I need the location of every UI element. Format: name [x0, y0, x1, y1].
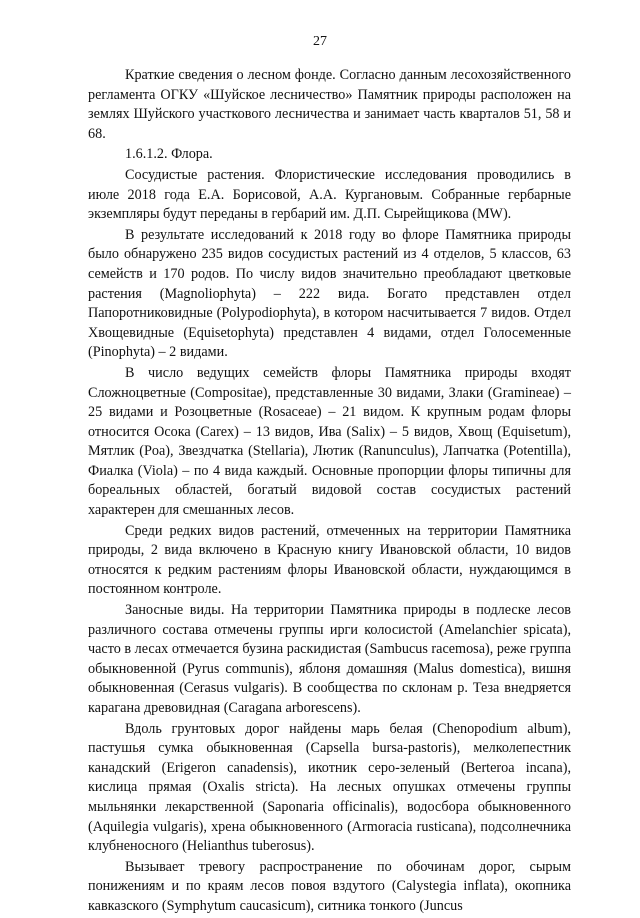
- paragraph-vascular-plants: Сосудистые растения. Флористические исследования проводились в июле 2018 года Е.А. Борисовой, А.А. Кургановым. Собранные гербарные экземпляры будут переданы в гербарий им. Д.П. Сырейщикова (MW).: [88, 166, 571, 223]
- paragraph-invasive-concern: Вызывает тревогу распространение по обочинам дорог, сырым понижениям и по краям лесов повоя вздутого (Calystegia inflata), окопника кавказского (Symphytum caucasicum), ситника тонкого (Juncus: [88, 858, 571, 914]
- paragraph-alien-species: Заносные виды. На территории Памятника природы в подлеске лесов различного состава отмечены группы ирги колосистой (Amelanchier spicata), часто в лесах отмечается бузина раскидистая (Sambucus racemosa), реже группа обыкновенной (Pyrus communis), яблоня домашняя (Malus domestica), вишня обыкновенная (Cerasus vulgaris). В сообщества по склонам р. Теза внедряется карагана древовидная (Caragana arborescens).: [88, 602, 571, 716]
- paragraph-leading-families: В число ведущих семейств флоры Памятника природы входят Сложноцветные (Compositae), представленные 30 видами, Злаки (Gramineae) – 25 видами и Розоцветные (Rosaceae) – 21 видом. К крупным родам флоры относится Осока (Carex) – 13 видов, Ива (Salix) – 5 видов, Хвощ (Equisetum), Мятлик (Poa), Звездчатка (Stellaria), Лютик (Ranunculus), Лапчатка (Potentilla), Фиалка (Viola) – по 4 вида каждый. Основные пропорции флоры типичны для бореальных областей, богатый видовой состав сосудистых растений характерен для смешанных лесов.: [88, 364, 571, 519]
- paragraph-research-results: В результате исследований к 2018 году во флоре Памятника природы было обнаружено 235 видов сосудистых растений из 4 отделов, 5 классов, 63 семейств и 170 родов. По числу видов значительно преобладают цветковые растения (Magnoliophyta) – 222 вида. Богато представлен отдел Папоротниковидные (Polypodiophyta), в котором насчитывается 7 видов. Отдел Хвощевидные (Equisetophyta) представлен 4 видами, отдел Голосеменные (Pinophyta) – 2 видами.: [88, 226, 571, 361]
- body-text: [88, 66, 571, 918]
- page-number: 27: [313, 34, 327, 49]
- paragraph-rare-species: Среди редких видов растений, отмеченных на территории Памятника природы, 2 вида включено в Красную книгу Ивановской области, 10 видов относятся к редким растениям флоры Ивановской области, нуждающимся в постоянном контроле.: [88, 522, 571, 598]
- paragraph-forest-fund: Краткие сведения о лесном фонде. Согласно данным лесохозяйственного регламента ОГКУ «Шуйское лесничество» Памятник природы расположен на землях Шуйского участкового лесничества и занимает часть кварталов 51, 58 и 68.: [88, 67, 571, 142]
- section-heading-flora: 1.6.1.2. Флора.: [125, 146, 213, 163]
- paragraph-roadside-plants: Вдоль грунтовых дорог найдены марь белая (Chenopodium album), пастушья сумка обыкновенная (Capsella bursa-pastoris), мелколепестник канадский (Erigeron canadensis), икотник серо-зеленый (Berteroa incana), кислица прямая (Oxalis stricta). На лесных опушках отмечены группы мыльнянки лекарственной (Saponaria officinalis), водосбора обыкновенного (Aquilegia vulgaris), хрена обыкновенного (Armoracia rusticana), подсолнечника клубненосного (Helianthus tuberosus).: [88, 720, 571, 855]
